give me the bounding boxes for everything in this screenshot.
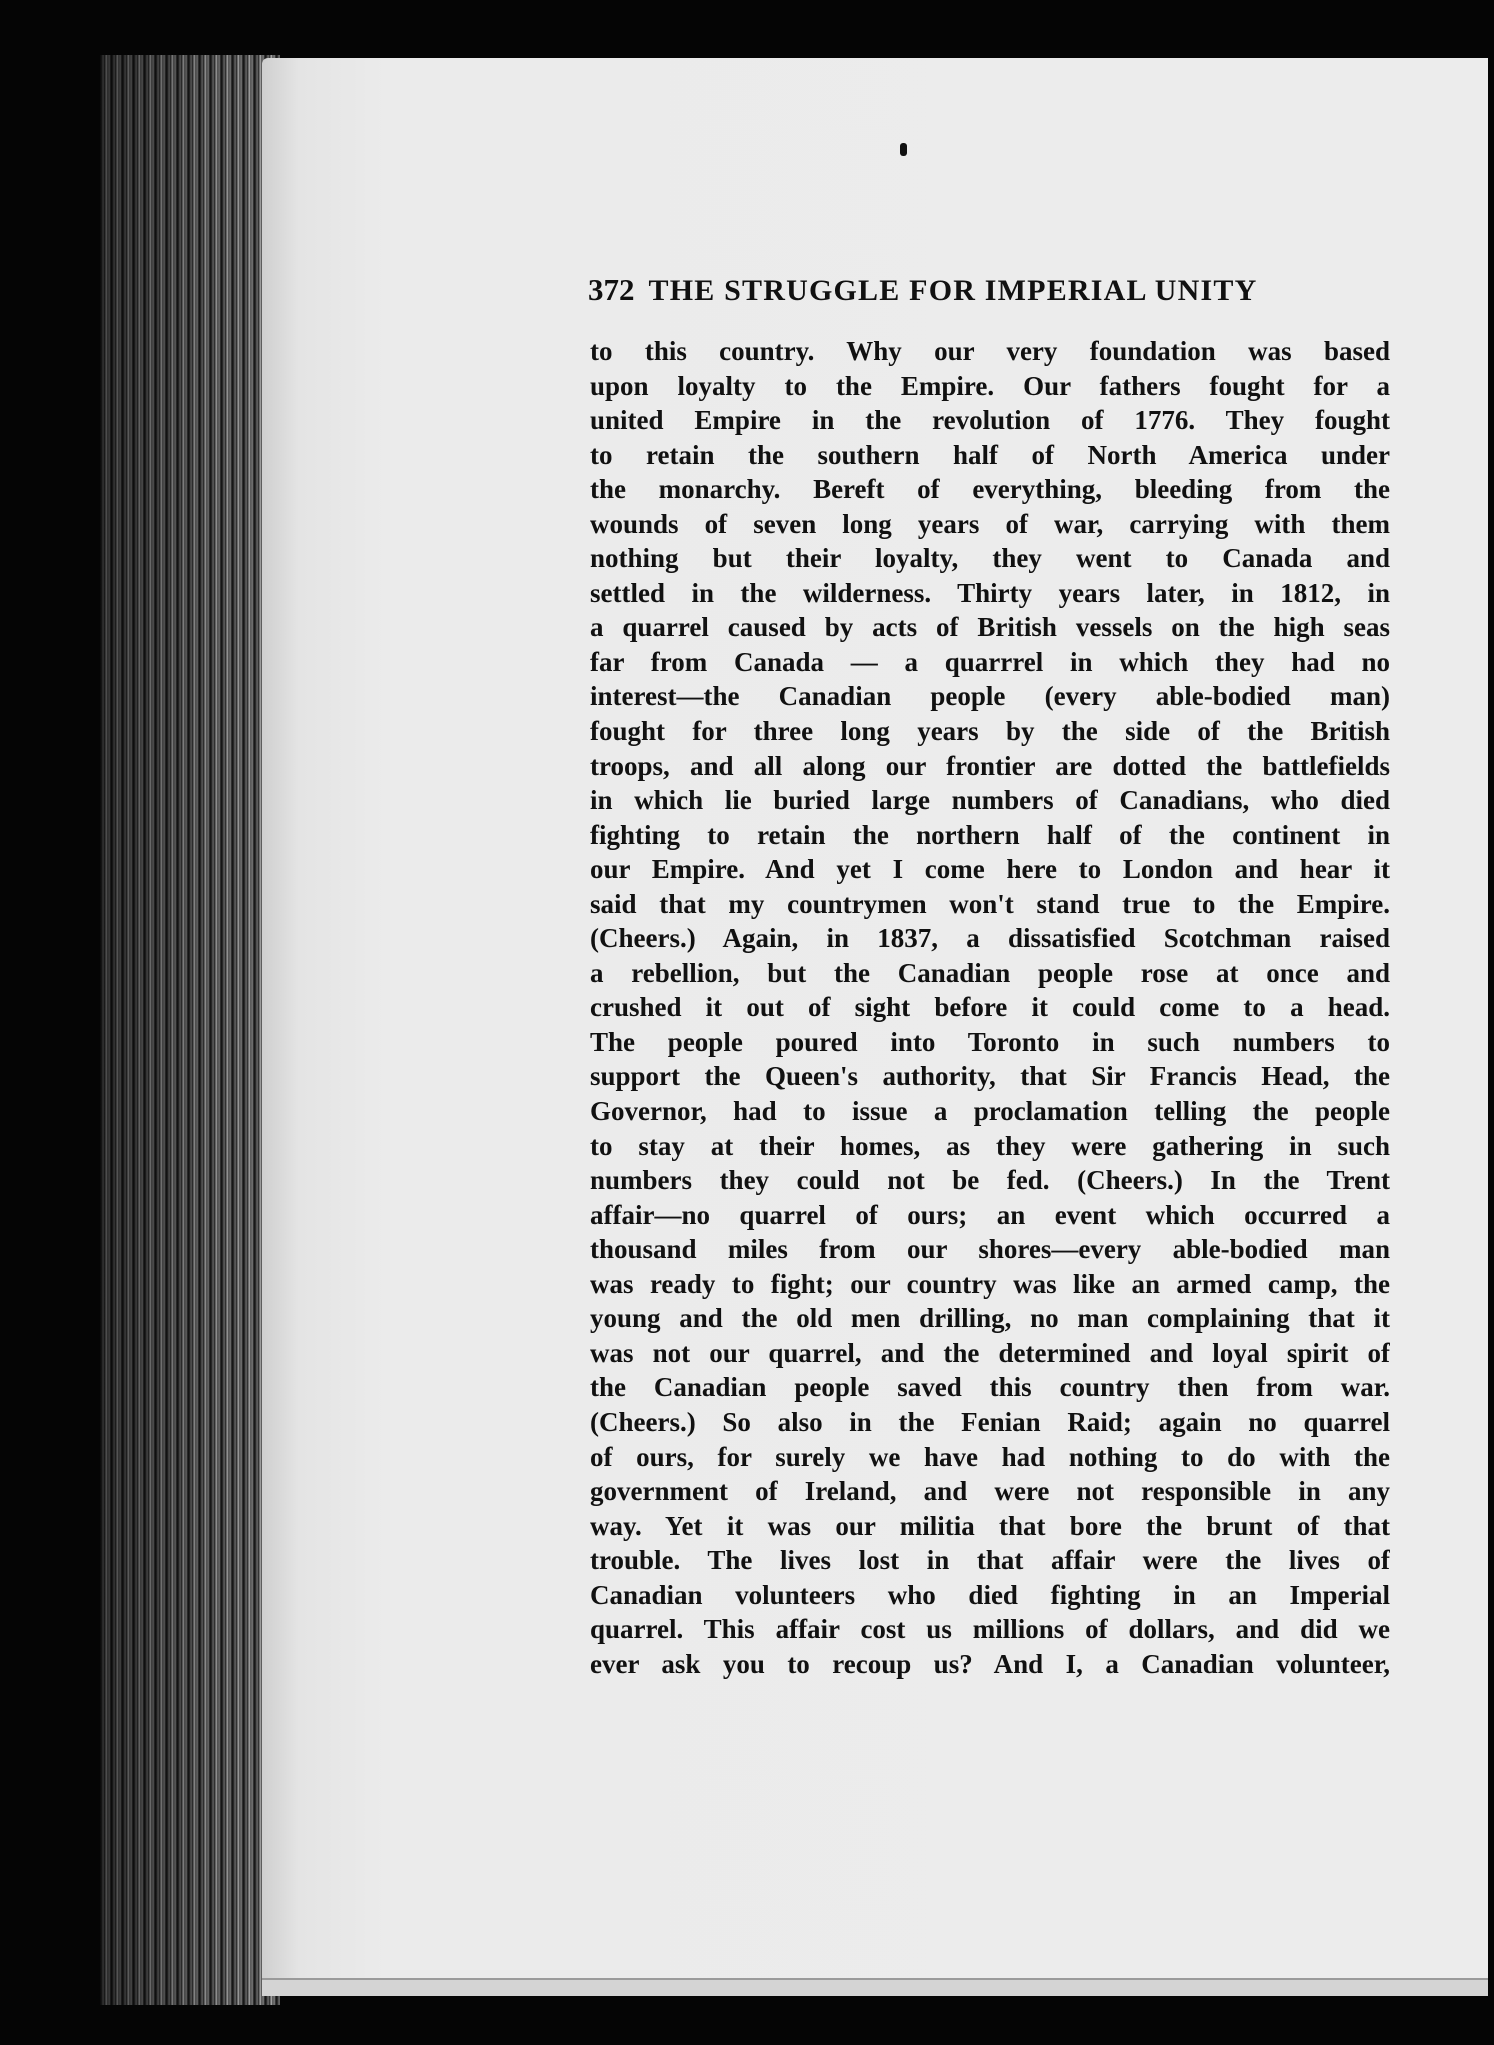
ink-dot-mark	[900, 143, 907, 156]
text-line: fighting to retain the northern half of the continent in	[590, 819, 1390, 850]
text-line: upon loyalty to the Empire. Our fathers fought for a	[590, 370, 1390, 401]
page-number: 372	[588, 272, 635, 307]
text-line: ever ask you to recoup us? And I, a Canadian volunteer,	[590, 1648, 1390, 1679]
text-line: affair—no quarrel of ours; an event which occurred a	[590, 1199, 1390, 1230]
text-line: nothing but their loyalty, they went to Canada and	[590, 543, 1390, 574]
text-line: a rebellion, but the Canadian people rose at once and	[590, 957, 1390, 988]
page-header	[588, 272, 1388, 314]
text-line: was ready to fight; our country was like an armed camp, the	[590, 1268, 1390, 1299]
text-line: (Cheers.) Again, in 1837, a dissatisfied Scotchman raised	[590, 923, 1390, 954]
text-line: said that my countrymen won't stand true to the Empire.	[590, 888, 1390, 919]
text-line: in which lie buried large numbers of Canadians, who died	[590, 785, 1390, 816]
text-line: crushed it out of sight before it could come to a head.	[590, 992, 1390, 1023]
text-line: troops, and all along our frontier are dotted the battlefields	[590, 750, 1390, 781]
text-line: way. Yet it was our militia that bore the brunt of that	[590, 1510, 1390, 1541]
book-edge-shadow	[100, 55, 280, 2005]
text-line: government of Ireland, and were not responsible in any	[590, 1476, 1390, 1507]
text-line: wounds of seven long years of war, carrying with them	[590, 508, 1390, 539]
text-line: (Cheers.) So also in the Fenian Raid; again no quarrel	[590, 1406, 1390, 1437]
text-line: trouble. The lives lost in that affair were the lives of	[590, 1545, 1390, 1576]
text-line: Canadian volunteers who died fighting in an Imperial	[590, 1579, 1390, 1610]
text-line: interest—the Canadian people (every able-bodied man)	[590, 681, 1390, 712]
text-line: Governor, had to issue a proclamation telling the people	[590, 1096, 1390, 1127]
running-title: THE STRUGGLE FOR IMPERIAL UNITY	[648, 274, 1258, 307]
text-line: thousand miles from our shores—every able-bodied man	[590, 1234, 1390, 1265]
text-line: settled in the wilderness. Thirty years later, in 1812, in	[590, 577, 1390, 608]
page-body-text	[590, 334, 1390, 1681]
text-line: young and the old men drilling, no man complaining that it	[590, 1303, 1390, 1334]
text-line: the Canadian people saved this country then from war.	[590, 1372, 1390, 1403]
text-line: fought for three long years by the side of the British	[590, 716, 1390, 747]
text-line: to stay at their homes, as they were gathering in such	[590, 1130, 1390, 1161]
text-line: was not our quarrel, and the determined and loyal spirit of	[590, 1337, 1390, 1368]
text-line: a quarrel caused by acts of British vessels on the high seas	[590, 612, 1390, 643]
text-line: our Empire. And yet I come here to London and hear it	[590, 854, 1390, 885]
text-line: quarrel. This affair cost us millions of dollars, and did we	[590, 1614, 1390, 1645]
text-line: support the Queen's authority, that Sir Francis Head, the	[590, 1061, 1390, 1092]
text-line: numbers they could not be fed. (Cheers.) In the Trent	[590, 1165, 1390, 1196]
text-line: The people poured into Toronto in such numbers to	[590, 1026, 1390, 1057]
text-line: the monarchy. Bereft of everything, bleeding from the	[590, 474, 1390, 505]
text-line: to retain the southern half of North America under	[590, 439, 1390, 470]
text-line: of ours, for surely we have had nothing to do with the	[590, 1441, 1390, 1472]
text-line: far from Canada — a quarrrel in which they had no	[590, 646, 1390, 677]
page-bottom-edge	[262, 1978, 1488, 1996]
text-line: to this country. Why our very foundation was based	[590, 336, 1390, 366]
text-line: united Empire in the revolution of 1776. They fought	[590, 405, 1390, 436]
